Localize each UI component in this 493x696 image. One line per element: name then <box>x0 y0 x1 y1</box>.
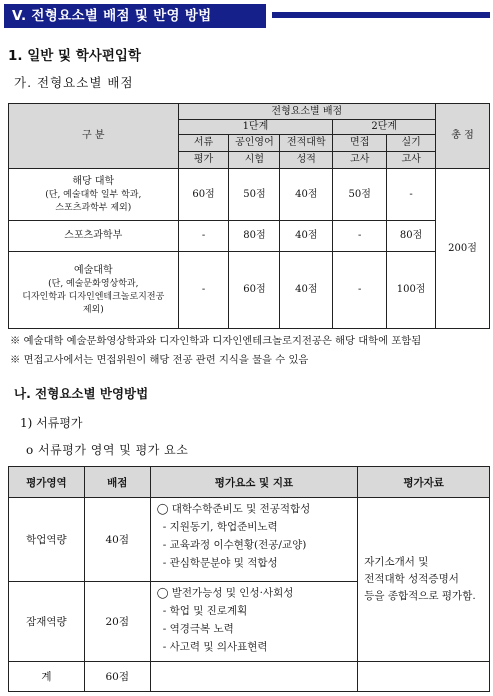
document-eval-table <box>8 466 490 692</box>
eval-area: 학업역량 <box>9 498 85 582</box>
header-total: 총 점 <box>436 104 490 169</box>
cell-value: 50점 <box>333 169 387 221</box>
materials-line: 등을 종합적으로 평가함. <box>364 590 476 602</box>
materials-line: 자기소개서 및 <box>364 556 429 568</box>
notes <box>10 332 421 370</box>
cell-value: - <box>333 252 387 329</box>
cell-value: 100점 <box>387 252 436 329</box>
criteria-sub: - 교육과정 이수현황(전공/교양) <box>162 539 307 551</box>
cell-value: - <box>178 221 229 252</box>
header-eval-area: 평가영역 <box>9 467 85 498</box>
cell-value: 50점 <box>229 169 280 221</box>
eval-area: 잠재역량 <box>9 582 85 662</box>
section-banner: V. 전형요소별 배점 및 반영 방법 <box>4 4 266 28</box>
header-score: 배점 <box>84 467 150 498</box>
header-stage2: 2단계 <box>333 120 436 135</box>
criteria-sub: - 지원동기, 학업준비노력 <box>162 521 278 533</box>
row-label-line: 예술대학 <box>73 264 113 276</box>
table-row <box>9 169 490 221</box>
total-label: 계 <box>9 662 85 692</box>
eval-score: 40점 <box>84 498 150 582</box>
header-gubun: 구 분 <box>9 104 179 169</box>
section-heading: 1. 일반 및 학사편입학 <box>8 48 141 64</box>
materials-cell <box>358 498 490 662</box>
cell-value: 60점 <box>178 169 229 221</box>
empty-cell <box>150 662 358 692</box>
row-label-line: 스포츠과학부 <box>64 230 123 241</box>
empty-cell <box>358 662 490 692</box>
row-label-line: 디자인학과 디자인엔테크놀로지전공 <box>22 291 165 302</box>
subsection-heading-b: 나. 전형요소별 반영방법 <box>14 386 149 401</box>
score-allocation-table <box>8 103 490 329</box>
table-row <box>9 662 490 692</box>
banner-rule <box>272 12 490 18</box>
cell-value: 40점 <box>280 169 333 221</box>
cell-value: - <box>387 169 436 221</box>
header-score-group: 전형요소별 배점 <box>178 104 435 120</box>
table-row <box>9 252 490 329</box>
header-doc-eval-2: 평가 <box>178 152 229 169</box>
row-label <box>9 221 179 252</box>
header-materials: 평가자료 <box>358 467 490 498</box>
row-label-line: 해당 대학 <box>72 175 115 187</box>
header-prev-univ-1: 전적대학 <box>280 135 333 152</box>
criteria-cell <box>150 582 358 662</box>
cell-value: 80점 <box>387 221 436 252</box>
header-english-2: 시험 <box>229 152 280 169</box>
row-label-line: 스포츠과학부 제외) <box>55 202 132 213</box>
criteria-sub: - 역경극복 노력 <box>162 623 234 635</box>
criteria-main: ◯ 대학수학준비도 및 전공적합성 <box>156 503 311 515</box>
criteria-sub: - 관심학문분야 및 적합성 <box>162 557 278 569</box>
row-label <box>9 252 179 329</box>
cell-value: - <box>178 252 229 329</box>
header-practical-2: 고사 <box>387 152 436 169</box>
header-stage1: 1단계 <box>178 120 333 135</box>
total-score: 60점 <box>84 662 150 692</box>
cell-value: - <box>333 221 387 252</box>
header-practical-1: 실기 <box>387 135 436 152</box>
table-row <box>9 498 490 582</box>
criteria-cell <box>150 498 358 582</box>
row-label <box>9 169 179 221</box>
criteria-sub: - 학업 및 진로계획 <box>162 605 248 617</box>
cell-value: 60점 <box>229 252 280 329</box>
eval-score: 20점 <box>84 582 150 662</box>
item-heading: 1) 서류평가 <box>20 416 83 430</box>
header-interview-2: 고사 <box>333 152 387 169</box>
header-english-1: 공인영어 <box>229 135 280 152</box>
cell-value: 40점 <box>280 252 333 329</box>
row-label-line: 제외) <box>82 304 104 315</box>
header-criteria: 평가요소 및 지표 <box>150 467 358 498</box>
cell-value: 80점 <box>229 221 280 252</box>
criteria-main: ◯ 발전가능성 및 인성·사회성 <box>156 587 294 599</box>
header-prev-univ-2: 성적 <box>280 152 333 169</box>
materials-line: 전적대학 성적증명서 <box>364 573 459 585</box>
cell-value: 40점 <box>280 221 333 252</box>
subsection-heading-a: 가. 전형요소별 배점 <box>14 75 134 90</box>
row-label-line: (단, 예술문화영상학과, <box>48 278 139 289</box>
header-interview-1: 면접 <box>333 135 387 152</box>
note-line: ※ 면접고사에서는 면접위원이 해당 전공 관련 지식을 물을 수 있음 <box>10 354 309 366</box>
header-doc-eval-1: 서류 <box>178 135 229 152</box>
row-label-line: (단, 예술대학 일부 학과, <box>45 189 142 200</box>
total-score: 200점 <box>436 169 490 329</box>
item-subheading: o 서류평가 영역 및 평가 요소 <box>26 443 189 457</box>
table-row <box>9 221 490 252</box>
criteria-sub: - 사고력 및 의사표현력 <box>162 641 268 653</box>
note-line: ※ 예술대학 예술문화영상학과와 디자인학과 디자인엔테크놀로지전공은 해당 대학에 포함됨 <box>10 335 422 347</box>
